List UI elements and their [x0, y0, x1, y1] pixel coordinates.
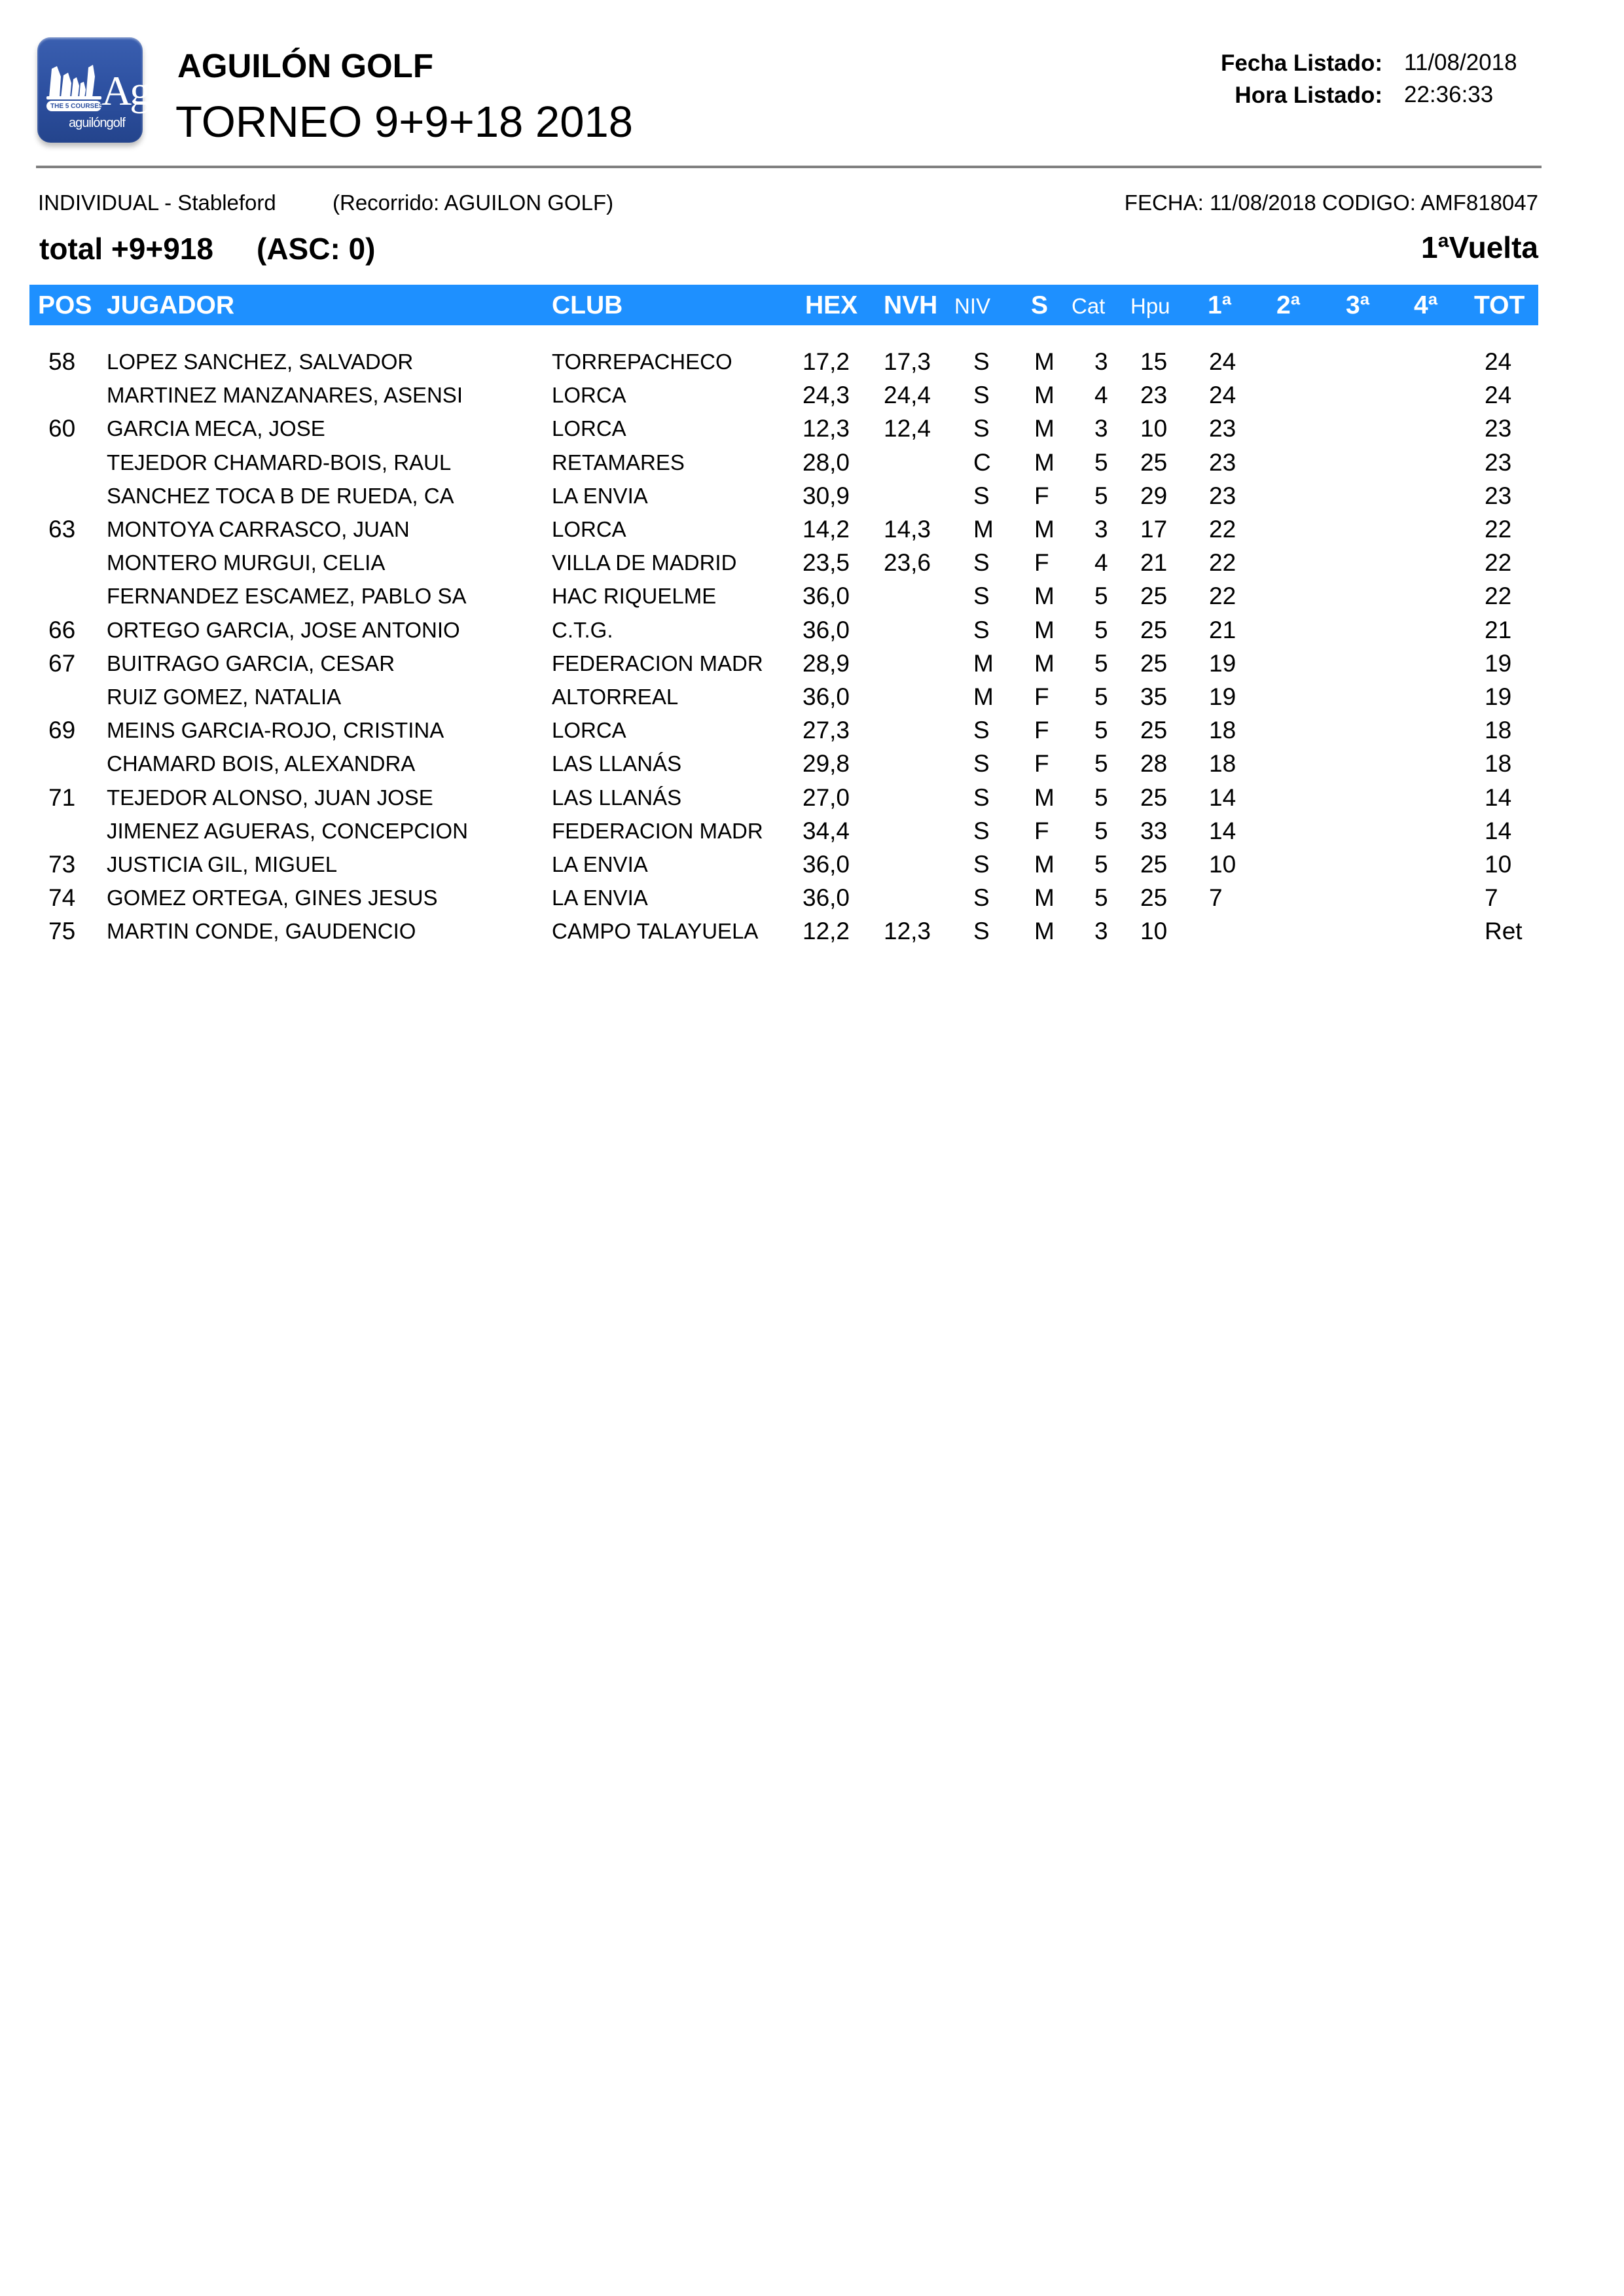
cell-pos: 63 [48, 516, 76, 543]
cell-round-1: 19 [1209, 683, 1236, 710]
cell-tot: 10 [1485, 851, 1512, 878]
col-round-3: 3ª [1346, 291, 1370, 319]
cell-cat: 3 [1094, 348, 1108, 375]
cell-hex: 36,0 [803, 616, 850, 643]
cell-tot: 7 [1485, 884, 1498, 912]
cell-tot: 19 [1485, 683, 1512, 710]
cell-sex: M [1034, 884, 1055, 912]
cell-tot: 23 [1485, 415, 1512, 442]
col-cat: Cat [1072, 294, 1106, 318]
cell-hpu: 10 [1140, 918, 1168, 945]
col-round-2: 2ª [1276, 291, 1301, 319]
col-niv: NIV [954, 294, 991, 318]
round-label: 1ªVuelta [1421, 230, 1538, 264]
cell-jugador: FERNANDEZ ESCAMEZ, PABLO SA [107, 584, 467, 609]
cell-niv: S [973, 783, 990, 811]
col-club: CLUB [552, 291, 623, 319]
cell-sex: F [1034, 482, 1049, 509]
col-hex: HEX [805, 291, 858, 319]
cell-niv: S [973, 482, 990, 509]
logo-tagline: THE 5 COURSES [50, 103, 103, 110]
cell-jugador: MONTOYA CARRASCO, JUAN [107, 517, 410, 541]
cell-round-1: 24 [1209, 382, 1236, 409]
cell-pos: 60 [48, 415, 76, 442]
cell-nvh: 14,3 [884, 516, 931, 543]
col-round-4: 4ª [1414, 291, 1438, 319]
cell-hex: 28,9 [803, 649, 850, 677]
cell-club: ALTORREAL [552, 685, 679, 709]
cell-hex: 27,0 [803, 783, 850, 811]
category-title: total +9+918 [39, 232, 213, 266]
cell-nvh: 12,3 [884, 918, 931, 945]
cell-niv: S [973, 348, 990, 375]
cell-hpu: 25 [1140, 851, 1168, 878]
cell-hpu: 35 [1140, 683, 1168, 710]
cell-club: TORREPACHECO [552, 350, 732, 374]
cell-cat: 4 [1094, 382, 1108, 409]
cell-round-1: 21 [1209, 616, 1236, 643]
cell-cat: 5 [1094, 884, 1108, 912]
cell-sex: M [1034, 616, 1055, 643]
table-row [0, 384, 1624, 417]
cell-pos: 75 [48, 918, 76, 945]
cell-sex: F [1034, 549, 1049, 577]
hora-listado-value: 22:36:33 [1404, 82, 1494, 107]
competition-modality: INDIVIDUAL - Stableford [38, 190, 276, 215]
cell-cat: 4 [1094, 549, 1108, 577]
cell-round-1: 18 [1209, 717, 1236, 744]
cell-tot: 19 [1485, 649, 1512, 677]
cell-round-1: 19 [1209, 649, 1236, 677]
cell-niv: S [973, 583, 990, 610]
col-pos: POS [38, 291, 92, 319]
club-name: AGUILÓN GOLF [177, 47, 433, 84]
cell-hex: 29,8 [803, 750, 850, 778]
cell-pos: 74 [48, 884, 76, 912]
col-jugador: JUGADOR [107, 291, 235, 319]
cell-club: FEDERACION MADR [552, 818, 763, 843]
cell-hpu: 25 [1140, 649, 1168, 677]
cell-cat: 5 [1094, 448, 1108, 476]
cell-pos: 69 [48, 717, 76, 744]
cell-tot: 18 [1485, 717, 1512, 744]
cell-pos: 66 [48, 616, 76, 643]
cell-club: LA ENVIA [552, 886, 648, 910]
cell-pos: 73 [48, 851, 76, 878]
cell-hex: 36,0 [803, 851, 850, 878]
cell-round-1: 23 [1209, 415, 1236, 442]
cell-hpu: 23 [1140, 382, 1168, 409]
cell-jugador: RUIZ GOMEZ, NATALIA [107, 685, 342, 709]
table-row [0, 348, 1624, 384]
cell-sex: M [1034, 382, 1055, 409]
cell-hex: 34,4 [803, 817, 850, 844]
cell-hpu: 25 [1140, 583, 1168, 610]
cell-jugador: CHAMARD BOIS, ALEXANDRA [107, 751, 416, 776]
cell-jugador: MEINS GARCIA-ROJO, CRISTINA [107, 718, 444, 743]
tournament-title: TORNEO 9+9+18 2018 [175, 98, 633, 147]
cell-jugador: SANCHEZ TOCA B DE RUEDA, CA [107, 483, 454, 508]
cell-niv: C [973, 448, 991, 476]
cell-club: FEDERACION MADR [552, 651, 763, 675]
cell-tot: 14 [1485, 817, 1512, 844]
cell-sex: M [1034, 783, 1055, 811]
cell-cat: 5 [1094, 817, 1108, 844]
cell-niv: M [973, 683, 994, 710]
table-row [0, 683, 1624, 719]
cell-round-1: 23 [1209, 482, 1236, 509]
cell-club: RETAMARES [552, 450, 685, 475]
cell-cat: 5 [1094, 616, 1108, 643]
cell-round-1: 24 [1209, 348, 1236, 375]
table-row [0, 518, 1624, 551]
cell-jugador: ORTEGO GARCIA, JOSE ANTONIO [107, 617, 460, 642]
cell-sex: M [1034, 583, 1055, 610]
fecha-listado-value: 11/08/2018 [1404, 50, 1517, 75]
cell-round-1: 14 [1209, 817, 1236, 844]
cell-tot: 24 [1485, 382, 1512, 409]
cell-pos: 58 [48, 348, 76, 375]
cell-round-1: 22 [1209, 516, 1236, 543]
cell-niv: S [973, 549, 990, 577]
cell-jugador: BUITRAGO GARCIA, CESAR [107, 651, 395, 675]
cell-cat: 5 [1094, 783, 1108, 811]
table-row [0, 853, 1624, 886]
cell-pos: 71 [48, 783, 76, 811]
cell-hpu: 28 [1140, 750, 1168, 778]
cell-hpu: 10 [1140, 415, 1168, 442]
cell-jugador: JUSTICIA GIL, MIGUEL [107, 852, 338, 876]
col-nvh: NVH [884, 291, 938, 319]
cell-cat: 5 [1094, 750, 1108, 778]
cell-sex: M [1034, 516, 1055, 543]
cell-sex: F [1034, 717, 1049, 744]
fecha-listado-label: Fecha Listado: [1221, 50, 1382, 76]
table-row [0, 482, 1624, 518]
cell-jugador: GARCIA MECA, JOSE [107, 416, 325, 441]
cell-tot: 14 [1485, 783, 1512, 811]
cell-round-1: 10 [1209, 851, 1236, 878]
table-row [0, 719, 1624, 752]
cell-niv: M [973, 649, 994, 677]
cell-hpu: 25 [1140, 783, 1168, 811]
cell-niv: S [973, 382, 990, 409]
aguilon-golf-logo [37, 37, 149, 143]
cell-tot: 22 [1485, 583, 1512, 610]
table-row [0, 750, 1624, 785]
cell-hpu: 25 [1140, 448, 1168, 476]
cell-round-1: 22 [1209, 549, 1236, 577]
cell-tot: 23 [1485, 482, 1512, 509]
cell-round-1: 14 [1209, 783, 1236, 811]
cell-club: LORCA [552, 718, 626, 743]
cell-tot: 24 [1485, 348, 1512, 375]
table-row [0, 415, 1624, 450]
cell-jugador: TEJEDOR CHAMARD-BOIS, RAUL [107, 450, 452, 475]
cell-hex: 27,3 [803, 717, 850, 744]
cell-club: C.T.G. [552, 617, 613, 642]
cell-hex: 12,3 [803, 415, 850, 442]
table-row [0, 817, 1624, 853]
col-s: S [1031, 291, 1049, 319]
cell-hex: 28,0 [803, 448, 850, 476]
cell-cat: 3 [1094, 516, 1108, 543]
col-tot: TOT [1474, 291, 1525, 319]
logo-monogram: Ag [101, 67, 149, 114]
table-row [0, 616, 1624, 652]
cell-jugador: MONTERO MURGUI, CELIA [107, 550, 386, 575]
cell-sex: F [1034, 750, 1049, 778]
cell-sex: M [1034, 649, 1055, 677]
cell-nvh: 12,4 [884, 415, 931, 442]
cell-cat: 3 [1094, 918, 1108, 945]
cell-club: LORCA [552, 383, 626, 408]
cell-hex: 23,5 [803, 549, 850, 577]
cell-round-1: 18 [1209, 750, 1236, 778]
cell-club: LA ENVIA [552, 852, 648, 876]
header-divider [36, 166, 1542, 168]
asc-value: (ASC: 0) [257, 232, 376, 266]
logo-wordmark: aguilóngolf [69, 116, 125, 130]
cell-niv: S [973, 884, 990, 912]
cell-nvh: 24,4 [884, 382, 931, 409]
cell-club: LORCA [552, 416, 626, 441]
cell-jugador: GOMEZ ORTEGA, GINES JESUS [107, 886, 438, 910]
cell-niv: S [973, 817, 990, 844]
hora-listado-label: Hora Listado: [1235, 82, 1382, 108]
table-row [0, 649, 1624, 685]
table-row [0, 448, 1624, 484]
cell-tot: 23 [1485, 448, 1512, 476]
cell-hex: 24,3 [803, 382, 850, 409]
cell-sex: F [1034, 683, 1049, 710]
cell-cat: 5 [1094, 583, 1108, 610]
cell-jugador: TEJEDOR ALONSO, JUAN JOSE [107, 785, 433, 810]
table-row [0, 585, 1624, 618]
cell-jugador: MARTIN CONDE, GAUDENCIO [107, 919, 416, 944]
cell-hex: 36,0 [803, 884, 850, 912]
cell-niv: S [973, 750, 990, 778]
table-row [0, 884, 1624, 920]
cell-hex: 30,9 [803, 482, 850, 509]
cell-sex: F [1034, 817, 1049, 844]
cell-hpu: 25 [1140, 884, 1168, 912]
cell-hex: 14,2 [803, 516, 850, 543]
cell-hpu: 15 [1140, 348, 1168, 375]
competition-course: (Recorrido: AGUILON GOLF) [333, 190, 614, 215]
cell-tot: 22 [1485, 516, 1512, 543]
cell-niv: S [973, 616, 990, 643]
cell-hpu: 25 [1140, 717, 1168, 744]
cell-round-1: 23 [1209, 448, 1236, 476]
cell-hex: 36,0 [803, 683, 850, 710]
cell-sex: M [1034, 448, 1055, 476]
cell-club: CAMPO TALAYUELA [552, 919, 759, 944]
cell-jugador: MARTINEZ MANZANARES, ASENSI [107, 383, 463, 408]
cell-pos: 67 [48, 649, 76, 677]
cell-hex: 12,2 [803, 918, 850, 945]
cell-jugador: JIMENEZ AGUERAS, CONCEPCION [107, 818, 468, 843]
cell-tot: 21 [1485, 616, 1512, 643]
cell-club: LAS LLANÁS [552, 785, 682, 810]
cell-club: LA ENVIA [552, 483, 648, 508]
cell-round-1: 7 [1209, 884, 1223, 912]
table-row [0, 549, 1624, 584]
table-row [0, 783, 1624, 819]
cell-hex: 36,0 [803, 583, 850, 610]
cell-club: LORCA [552, 517, 626, 541]
cell-sex: M [1034, 918, 1055, 945]
cell-cat: 3 [1094, 415, 1108, 442]
results-table-header [29, 285, 1538, 325]
cell-jugador: LOPEZ SANCHEZ, SALVADOR [107, 350, 414, 374]
cell-tot: 18 [1485, 750, 1512, 778]
col-round-1: 1ª [1208, 291, 1232, 319]
cell-club: LAS LLANÁS [552, 751, 682, 776]
cell-tot: Ret [1485, 918, 1523, 945]
cell-club: HAC RIQUELME [552, 584, 717, 609]
cell-cat: 5 [1094, 683, 1108, 710]
cell-cat: 5 [1094, 851, 1108, 878]
cell-nvh: 17,3 [884, 348, 931, 375]
fecha-codigo: FECHA: 11/08/2018 CODIGO: AMF818047 [1124, 190, 1538, 215]
cell-hpu: 21 [1140, 549, 1168, 577]
cell-sex: M [1034, 415, 1055, 442]
cell-tot: 22 [1485, 549, 1512, 577]
cell-sex: M [1034, 851, 1055, 878]
cell-cat: 5 [1094, 649, 1108, 677]
cell-hpu: 17 [1140, 516, 1168, 543]
cell-hpu: 29 [1140, 482, 1168, 509]
cell-hpu: 25 [1140, 616, 1168, 643]
table-row [0, 920, 1624, 953]
cell-sex: M [1034, 348, 1055, 375]
cell-cat: 5 [1094, 717, 1108, 744]
cell-hex: 17,2 [803, 348, 850, 375]
cell-cat: 5 [1094, 482, 1108, 509]
cell-niv: S [973, 918, 990, 945]
cell-nvh: 23,6 [884, 549, 931, 577]
cell-hpu: 33 [1140, 817, 1168, 844]
col-hpu: Hpu [1130, 294, 1170, 318]
cell-round-1: 22 [1209, 583, 1236, 610]
cell-club: VILLA DE MADRID [552, 550, 737, 575]
cell-niv: M [973, 516, 994, 543]
cell-niv: S [973, 717, 990, 744]
cell-niv: S [973, 415, 990, 442]
cell-niv: S [973, 851, 990, 878]
